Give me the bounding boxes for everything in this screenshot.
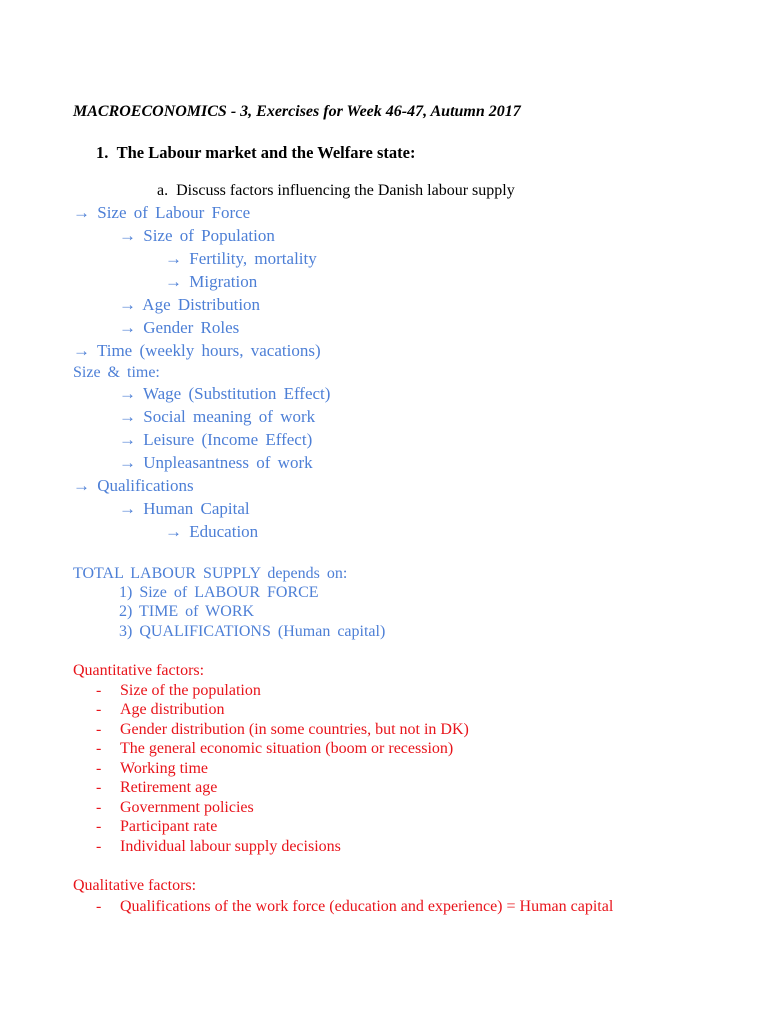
bullet-marker: - [96, 682, 102, 699]
total-supply-item: 2) TIME of WORK [119, 603, 255, 620]
bullet-marker: - [96, 838, 102, 855]
note-social-meaning: → Social meaning of work [119, 407, 316, 426]
note-size-of-labour-force: → Size of Labour Force [73, 203, 251, 222]
quantitative-item: Working time [120, 760, 209, 777]
note-gender-roles: → Gender Roles [119, 318, 240, 337]
note-leisure: → Leisure (Income Effect) [119, 430, 313, 449]
note-size-of-population: → Size of Population [119, 226, 275, 245]
quantitative-item: Gender distribution (in some countries, but not in DK) [120, 721, 469, 738]
subquestion-text: Discuss factors influencing the Danish labour supply [176, 182, 515, 199]
total-supply-item: 3) QUALIFICATIONS (Human capital) [119, 623, 386, 640]
note-age-distribution: → Age Distribution [119, 295, 261, 314]
quantitative-item: The general economic situation (boom or recession) [120, 740, 454, 757]
bullet-marker: - [96, 818, 102, 835]
section-number: 1. [96, 143, 109, 162]
quantitative-item: Individual labour supply decisions [120, 838, 341, 855]
note-human-capital: → Human Capital [119, 499, 250, 518]
note-wage: → Wage (Substitution Effect) [119, 384, 331, 403]
subquestion [157, 183, 515, 199]
section-heading [96, 145, 415, 162]
note-qualifications: → Qualifications [73, 476, 194, 495]
quantitative-heading: Quantitative factors: [73, 662, 205, 679]
quantitative-item: Government policies [120, 799, 254, 816]
note-time: → Time (weekly hours, vacations) [73, 341, 321, 360]
page-title: MACROECONOMICS - 3, Exercises for Week 46-47, Autumn 2017 [73, 103, 521, 120]
note-unpleasantness: → Unpleasantness of work [119, 453, 313, 472]
quantitative-item: Age distribution [120, 701, 225, 718]
total-supply-item: 1) Size of LABOUR FORCE [119, 584, 319, 601]
total-supply-heading: TOTAL LABOUR SUPPLY depends on: [73, 565, 348, 582]
quantitative-item: Retirement age [120, 779, 218, 796]
subquestion-marker: a. [157, 182, 169, 199]
bullet-marker: - [96, 721, 102, 738]
quantitative-item: Size of the population [120, 682, 261, 699]
bullet-marker: - [96, 799, 102, 816]
note-fertility-mortality: → Fertility, mortality [165, 249, 317, 268]
qualitative-heading: Qualitative factors: [73, 877, 197, 894]
qualitative-item: Qualifications of the work force (education and experience) = Human capital [120, 898, 614, 915]
bullet-marker: - [96, 740, 102, 757]
bullet-marker: - [96, 779, 102, 796]
bullet-marker: - [96, 701, 102, 718]
section-heading-text: The Labour market and the Welfare state: [116, 143, 416, 162]
note-size-and-time: Size & time: [73, 364, 160, 381]
note-migration: → Migration [165, 272, 258, 291]
bullet-marker: - [96, 898, 102, 915]
quantitative-item: Participant rate [120, 818, 218, 835]
note-education: → Education [165, 522, 259, 541]
bullet-marker: - [96, 760, 102, 777]
